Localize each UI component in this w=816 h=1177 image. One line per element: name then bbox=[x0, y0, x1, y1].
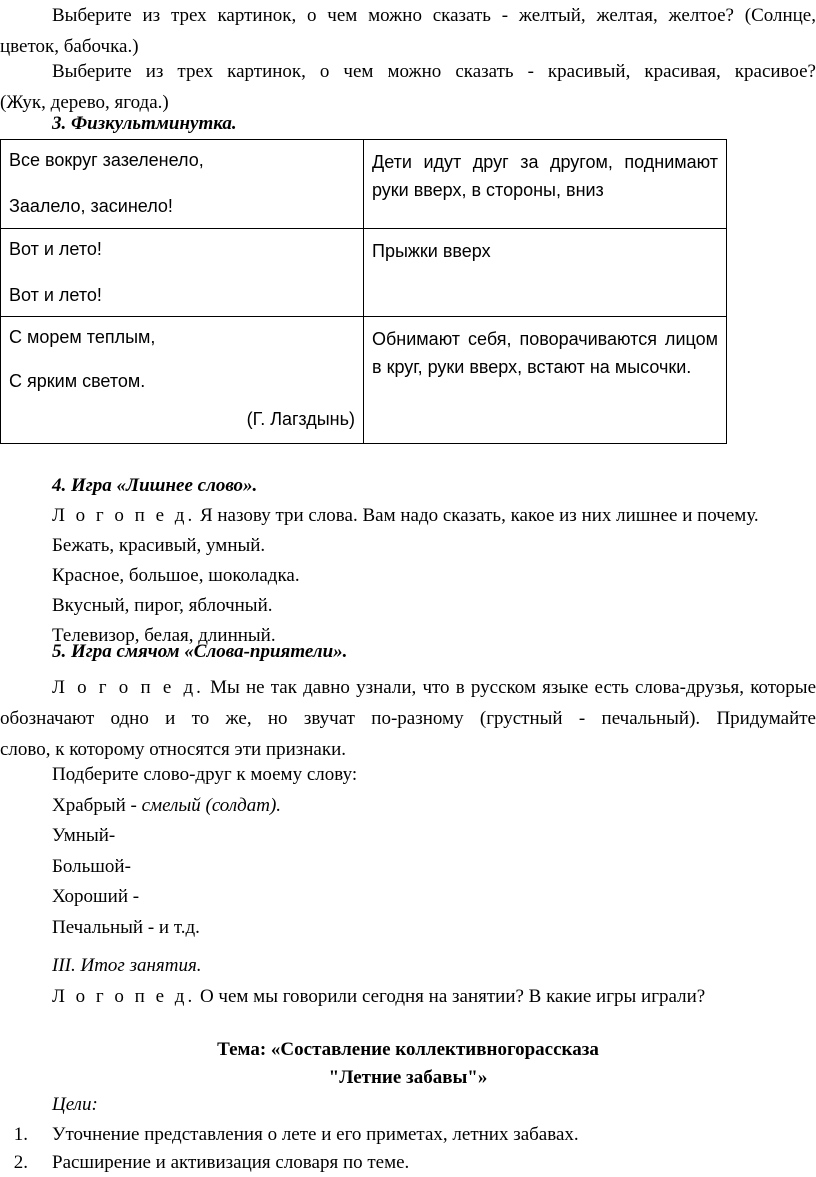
list-item bbox=[0, 1121, 816, 1149]
example-answer: смелый (солдат). bbox=[141, 794, 282, 816]
summary-question bbox=[52, 981, 705, 1012]
synonym-word: Большой- bbox=[52, 855, 131, 877]
summary bbox=[52, 950, 705, 1012]
synonym-list bbox=[52, 760, 357, 943]
word-set: Вкусный, пирог, яблочный. bbox=[52, 595, 273, 616]
synonym-word: Печальный - и т.д. bbox=[52, 916, 200, 938]
synonym-word: Умный- bbox=[52, 825, 116, 846]
section4 bbox=[52, 471, 816, 651]
intro-p1-line2: цветок, бабочка.) bbox=[0, 36, 139, 57]
action-text: Дети идут друг за другом, поднимают руки вверх, в стороны, вниз bbox=[372, 152, 718, 200]
table-row bbox=[1, 140, 727, 229]
intro-paragraph-1 bbox=[0, 0, 816, 62]
section3-title: 3. Физкультминутка. bbox=[52, 113, 237, 134]
action-text: Обнимают себя, поворачиваются лицом в круг, руки вверх, встают на мысочки. bbox=[372, 329, 718, 377]
table-cell-verse bbox=[1, 140, 364, 229]
goals-label: Цели: bbox=[52, 1094, 98, 1115]
section5-line3: слово, к которому относятся эти признаки. bbox=[0, 739, 347, 760]
topic-line2: "Летние забавы"» bbox=[328, 1067, 488, 1088]
speaker-label: Л о г о п е д. bbox=[52, 677, 204, 698]
action-text: Прыжки вверх bbox=[372, 241, 491, 261]
poem-author: (Г. Лагздынь) bbox=[246, 409, 355, 429]
synonym-prompt: Подберите слово-друг к моему слову: bbox=[52, 764, 358, 785]
goal-number: 2. bbox=[13, 1152, 28, 1173]
topic-line1: Тема: «Составление коллективногорассказа bbox=[217, 1039, 599, 1060]
table-cell-action bbox=[364, 317, 727, 444]
intro-p2-line1: Выберите из трех картинок, о чем можно сказать - красивый, красивая, красивое? bbox=[52, 61, 816, 82]
example-word: Храбрый - bbox=[52, 794, 142, 816]
table-cell-verse bbox=[1, 229, 364, 317]
intro-p1-line1: Выберите из трех картинок, о чем можно сказать - желтый, желтая, желтое? (Солнце, bbox=[52, 5, 816, 26]
intro-p2-line2: (Жук, дерево, ягода.) bbox=[0, 92, 169, 113]
speaker-label: Л о г о п е д. bbox=[52, 986, 196, 1007]
exercise-table bbox=[0, 139, 727, 444]
goals-list bbox=[0, 1121, 816, 1177]
intro-paragraph-2 bbox=[0, 56, 816, 118]
section4-title: 4. Игра «Лишнее слово». bbox=[52, 475, 258, 496]
list-item bbox=[0, 1149, 816, 1177]
speaker-label: Л о г о п е д. bbox=[52, 505, 196, 526]
section5-line2: обозначают одно и то же, но звучат по-разному (грустный - печальный). Придумайте bbox=[0, 708, 816, 729]
section5-line1 bbox=[0, 672, 816, 703]
summary-title: III. Итог занятия. bbox=[52, 955, 202, 976]
verse-line: Заалело, засинело! bbox=[9, 196, 173, 216]
section5-title: 5. Игра смячом «Слова-приятели». bbox=[52, 641, 348, 662]
goal-number: 1. bbox=[13, 1124, 28, 1145]
goal-text: Уточнение представления о лете и его приметах, летних забавах. bbox=[52, 1124, 579, 1145]
table-cell-verse bbox=[1, 317, 364, 444]
synonym-example bbox=[52, 791, 357, 822]
section5-text: Мы не так давно узнали, что в русском языке есть слова-друзья, которые bbox=[203, 677, 816, 698]
verse-line: Все вокруг зазеленело, bbox=[9, 150, 204, 170]
word-set: Красное, большое, шоколадка. bbox=[52, 565, 300, 586]
summary-text: О чем мы говорили сегодня на занятии? В какие игры играли? bbox=[195, 986, 706, 1007]
section5-paragraph bbox=[0, 672, 816, 765]
word-set: Телевизор, белая, длинный. bbox=[52, 625, 276, 646]
verse-line: С ярким светом. bbox=[9, 371, 146, 391]
verse-line: С морем теплым, bbox=[9, 327, 156, 347]
table-row bbox=[1, 317, 727, 444]
verse-line: Вот и лето! bbox=[9, 285, 102, 305]
word-set: Бежать, красивый, умный. bbox=[52, 535, 266, 556]
section4-instruction bbox=[52, 501, 816, 531]
verse-line: Вот и лето! bbox=[9, 239, 102, 259]
topic-heading bbox=[0, 1036, 816, 1092]
table-row bbox=[1, 229, 727, 317]
synonym-word: Хороший - bbox=[52, 886, 140, 907]
table-cell-action bbox=[364, 229, 727, 317]
instruction-text: Я назову три слова. Вам надо сказать, какое из них лишнее и почему. bbox=[195, 505, 759, 526]
goal-text: Расширение и активизация словаря по теме. bbox=[52, 1152, 410, 1173]
table-cell-action bbox=[364, 140, 727, 229]
